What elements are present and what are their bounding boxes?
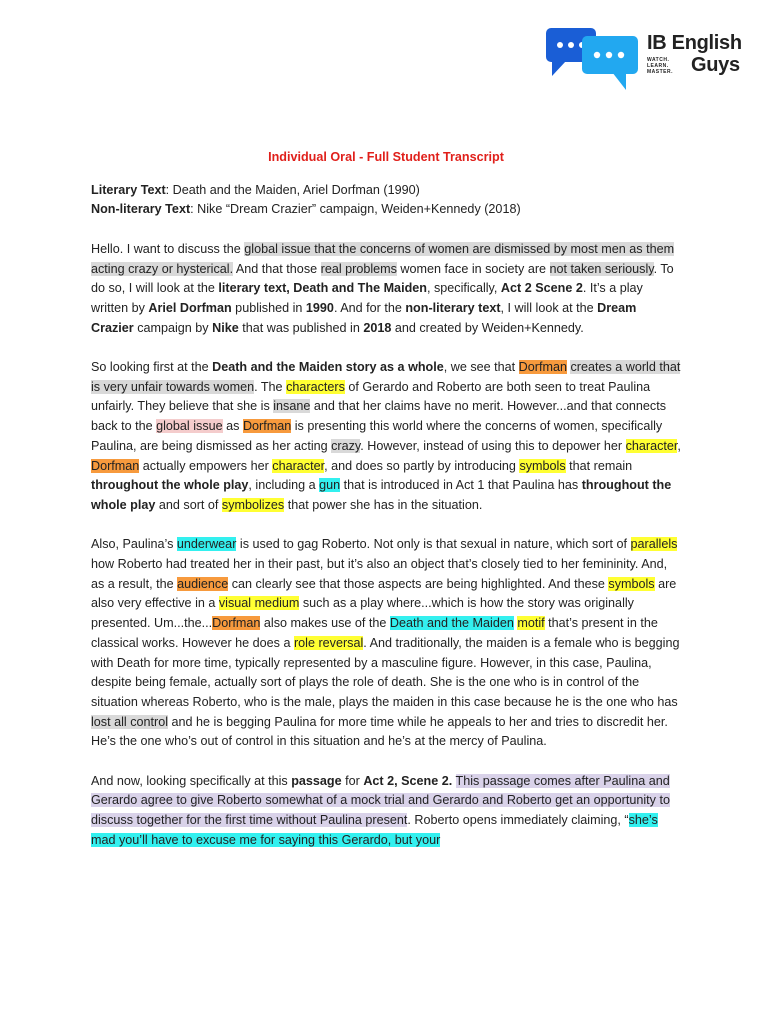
bold-phrase: Ariel Dorfman [148,300,232,315]
text-run: are also very effective in a [91,576,677,611]
text-run: and that her claims have no merit. However...and that connects back to the [91,399,666,434]
text-run: , including a [248,478,320,493]
text-run: as [222,419,243,434]
text-run: . Roberto opens immediately claiming, “ [407,813,629,828]
document-title: Individual Oral - Full Student Transcript [268,150,504,164]
highlight-yellow: symbolizes [221,497,285,512]
bold-phrase: Dream Crazier [91,300,637,335]
text-run: . To do so, I will look at the [91,261,674,296]
bold-phrase: Act 2, Scene 2. [363,773,453,788]
bold-phrase: 1990 [305,300,334,315]
text-run: published in [231,300,306,315]
highlight-orange: audience [177,576,229,591]
ib-english-guys-logo [542,24,752,94]
chat-bubbles-icon [542,24,642,94]
bold-phrase: Death and the Maiden story as a whole [212,360,444,374]
text-run: . It’s a play written by [91,281,643,315]
text-run: for [341,773,364,788]
text-run: , we see that [443,360,519,374]
literary-text-line [91,181,681,201]
highlight-yellow: characters [286,379,345,394]
nonliterary-text-label: Non-literary Text [91,202,191,217]
bold-phrase: 2018 [363,320,392,335]
text-run: is used to gag Roberto. Not only is that sexual in nature, which sort of [236,537,631,552]
transcript-paragraph [91,772,681,851]
highlight-pink: global issue [156,419,223,434]
highlight-yellow: symbols [608,576,655,591]
text-run: , [677,438,681,453]
text-run: So looking first at the [91,360,213,374]
text-metadata [91,181,681,220]
bold-phrase: literary text, Death and The Maiden [218,281,427,296]
literary-text-value: : Death and the Maiden, Ariel Dorfman (1990) [165,182,420,197]
transcript-paragraph [91,358,681,516]
text-run: And now, looking specifically at this [91,773,292,788]
highlight-yellow: character [272,458,325,473]
text-run: how Roberto had treated her in their past, but it’s also an object that’s closely tied to her femininity. And, as a result, the [91,557,668,591]
text-run: Hello. I want to discuss the [91,241,245,256]
highlight-grey: real problems [320,261,397,276]
highlight-yellow: motif [517,616,545,631]
text-run: such as a play where...which is how the story was originally presented. Um...the... [91,596,634,631]
text-run: campaign by [133,320,213,335]
highlight-orange: Dorfman [242,419,292,434]
highlight-grey: lost all control [91,714,168,729]
highlight-yellow: symbols [519,458,566,473]
bold-phrase: Nike [212,320,239,335]
text-run: of Gerardo and Roberto are both seen to treat Paulina unfairly. They believe that she is [91,379,651,414]
literary-text-label: Literary Text [91,182,166,197]
text-run: and he is begging Paulina for more time while he appeals to her and tries to discredit her. He’s the one who’s out of control in this situation and he’s at the mercy of Paulina. [91,714,668,749]
text-run: and created by Weiden+Kennedy. [391,320,584,335]
highlight-grey: creates a world that is very unfair towards women [91,360,681,394]
text-run: . However, instead of using this to depower her [360,438,626,453]
text-run: women face in society are [396,261,550,276]
text-run: actually empowers her [139,458,273,473]
highlight-grey: insane [273,399,311,414]
nonliterary-text-value: : Nike “Dream Crazier” campaign, Weiden+Kennedy (2018) [190,202,521,217]
nonliterary-text-line [91,200,681,220]
highlight-grey: global issue that the concerns of women are dismissed by most men as them acting crazy or hysterical. [91,241,675,276]
text-run: , I will look at the [500,300,598,315]
highlight-orange: Dorfman [91,458,140,473]
bold-phrase: non-literary text [405,300,501,315]
text-run: also makes use of the [260,616,390,631]
logo-line1: IB English [647,32,742,54]
highlight-yellow: character [625,438,678,453]
text-run: . And for the [333,300,406,315]
logo-tagline: WATCH. LEARN. MASTER. [647,57,673,75]
highlight-cyan: underwear [176,537,237,552]
highlight-orange: Dorfman [212,616,261,631]
text-run: Also, Paulina’s [91,537,177,552]
text-run: and sort of [155,497,222,512]
text-run: , specifically, [426,281,501,296]
highlight-yellow: role reversal [293,635,364,650]
highlight-cyan: Death and the Maiden [389,616,514,631]
highlight-yellow: visual medium [218,596,300,611]
text-run: that power she has in the situation. [284,497,483,512]
bold-phrase: passage [291,773,342,788]
text-run: , and does so partly by introducing [324,458,520,473]
text-run: can clearly see that those aspects are being highlighted. And these [228,576,609,591]
transcript-paragraph [91,535,681,752]
text-run: . And traditionally, the maiden is a female who is begging with Death for more time, typically represented by a masculine figure. However, in this case, Paulina, despite being female, actually sort of plays the role of death. She is the one who is in control of the situation whereas Roberto, who is the male, plays the maiden in this case because he is the one who has [91,635,680,709]
highlight-cyan: gun [319,478,341,493]
transcript-paragraph [91,240,681,339]
highlight-cyan: she’s mad you’ll have to excuse me for saying this Gerardo, but your [91,813,658,847]
text-run: that was published in [238,320,364,335]
logo-line2: Guys [691,54,740,76]
text-run: that’s present in the classical works. However he does a [91,616,658,650]
highlight-grey: not taken seriously [549,261,654,276]
text-run: that remain [565,458,633,473]
transcript-paragraphs [91,240,681,851]
text-run: And that those [233,261,321,276]
bold-phrase: throughout the whole play [91,478,672,512]
text-run: . The [254,379,287,394]
text-run: is presenting this world where the concerns of women, specifically Paulina, are being dismissed as her acting [91,419,663,453]
bold-phrase: throughout the whole play [91,478,249,493]
highlight-yellow: parallels [630,537,678,552]
highlight-grey: crazy [331,438,361,453]
logo-wordmark [647,32,742,78]
text-run: that is introduced in Act 1 that Paulina has [340,478,582,493]
highlight-purple: This passage comes after Paulina and Gerardo agree to give Roberto somewhat of a mock trial and Gerardo and Roberto get an opportunity to discuss together for the first time without Paulina present [91,773,670,828]
highlight-orange: Dorfman [518,360,567,374]
document-body [91,148,681,870]
bold-phrase: Act 2 Scene 2 [500,281,583,296]
